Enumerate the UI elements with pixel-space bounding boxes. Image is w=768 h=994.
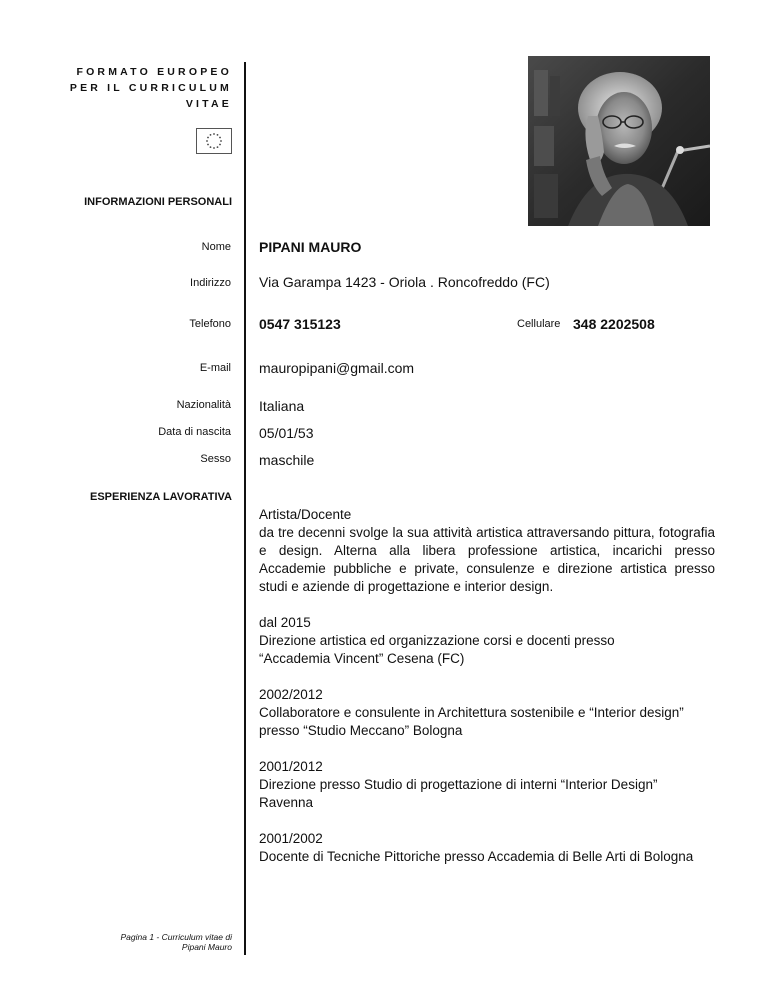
title-line-2: PER IL CURRICULUM bbox=[69, 82, 232, 94]
experience-line: presso “Studio Meccano” Bologna bbox=[259, 723, 463, 738]
title-line-1: FORMATO EUROPEO bbox=[76, 66, 232, 78]
value-email[interactable]: mauropipani@gmail.com bbox=[259, 360, 415, 376]
experience-item bbox=[259, 506, 715, 596]
label-indirizzo: Indirizzo bbox=[190, 277, 231, 289]
footer-line-2: Pipani Mauro bbox=[181, 942, 232, 952]
label-nome: Nome bbox=[201, 241, 231, 253]
value-indirizzo: Via Garampa 1423 - Oriola . Roncofreddo (FC) bbox=[259, 274, 550, 290]
experience-item bbox=[259, 830, 715, 866]
label-email: E-mail bbox=[199, 362, 231, 374]
experience-title: Artista/Docente bbox=[259, 507, 352, 522]
label-telefono: Telefono bbox=[189, 318, 231, 330]
experience-line: “Accademia Vincent” Cesena (FC) bbox=[259, 651, 465, 666]
label-data-nascita: Data di nascita bbox=[158, 426, 231, 438]
eu-flag-icon bbox=[196, 128, 232, 154]
label-cellulare: Cellulare bbox=[517, 318, 561, 330]
document-title bbox=[70, 64, 232, 112]
value-sesso: maschile bbox=[259, 452, 315, 468]
page-footer bbox=[121, 932, 233, 952]
label-nazionalita: Nazionalità bbox=[176, 399, 231, 411]
experience-line: Docente di Tecniche Pittoriche presso Accademia di Belle Arti di Bologna bbox=[259, 849, 694, 864]
experience-line: Direzione presso Studio di progettazione di interni “Interior Design” Ravenna bbox=[259, 777, 658, 810]
title-line-3: VITAE bbox=[185, 98, 232, 110]
footer-line-1: Pagina 1 - Curriculum vitae di bbox=[120, 932, 232, 942]
experience-line: Direzione artistica ed organizzazione corsi e docenti presso bbox=[259, 633, 615, 648]
value-nome: PIPANI MAURO bbox=[259, 239, 362, 255]
value-telefono: 0547 315123 bbox=[259, 316, 341, 332]
section-heading-experience: ESPERIENZA LAVORATIVA bbox=[90, 491, 232, 503]
portrait-photo bbox=[528, 56, 710, 226]
vertical-divider bbox=[244, 62, 246, 955]
experience-body: da tre decenni svolge la sua attività artistica attraversando pittura, fotografia e design. Alterna alla libera professione artistica, incarichi presso Accademie pubbliche e private, consulenze e direzione artistica presso studi e aziende di progettazione e interior design. bbox=[259, 525, 715, 594]
experience-title: 2001/2012 bbox=[259, 759, 323, 774]
value-cellulare: 348 2202508 bbox=[573, 316, 655, 332]
experience-title: dal 2015 bbox=[259, 615, 311, 630]
experience-item bbox=[259, 758, 715, 812]
value-nazionalita: Italiana bbox=[259, 398, 305, 414]
experience-title: 2001/2002 bbox=[259, 831, 323, 846]
experience-item bbox=[259, 686, 715, 740]
experience-line: Collaboratore e consulente in Architettura sostenibile e “Interior design” bbox=[259, 705, 684, 720]
section-heading-personal: INFORMAZIONI PERSONALI bbox=[84, 196, 232, 208]
value-data-nascita: 05/01/53 bbox=[259, 425, 314, 441]
label-sesso: Sesso bbox=[200, 453, 231, 465]
experience-item bbox=[259, 614, 715, 668]
experience-section bbox=[259, 506, 715, 884]
experience-title: 2002/2012 bbox=[259, 687, 323, 702]
